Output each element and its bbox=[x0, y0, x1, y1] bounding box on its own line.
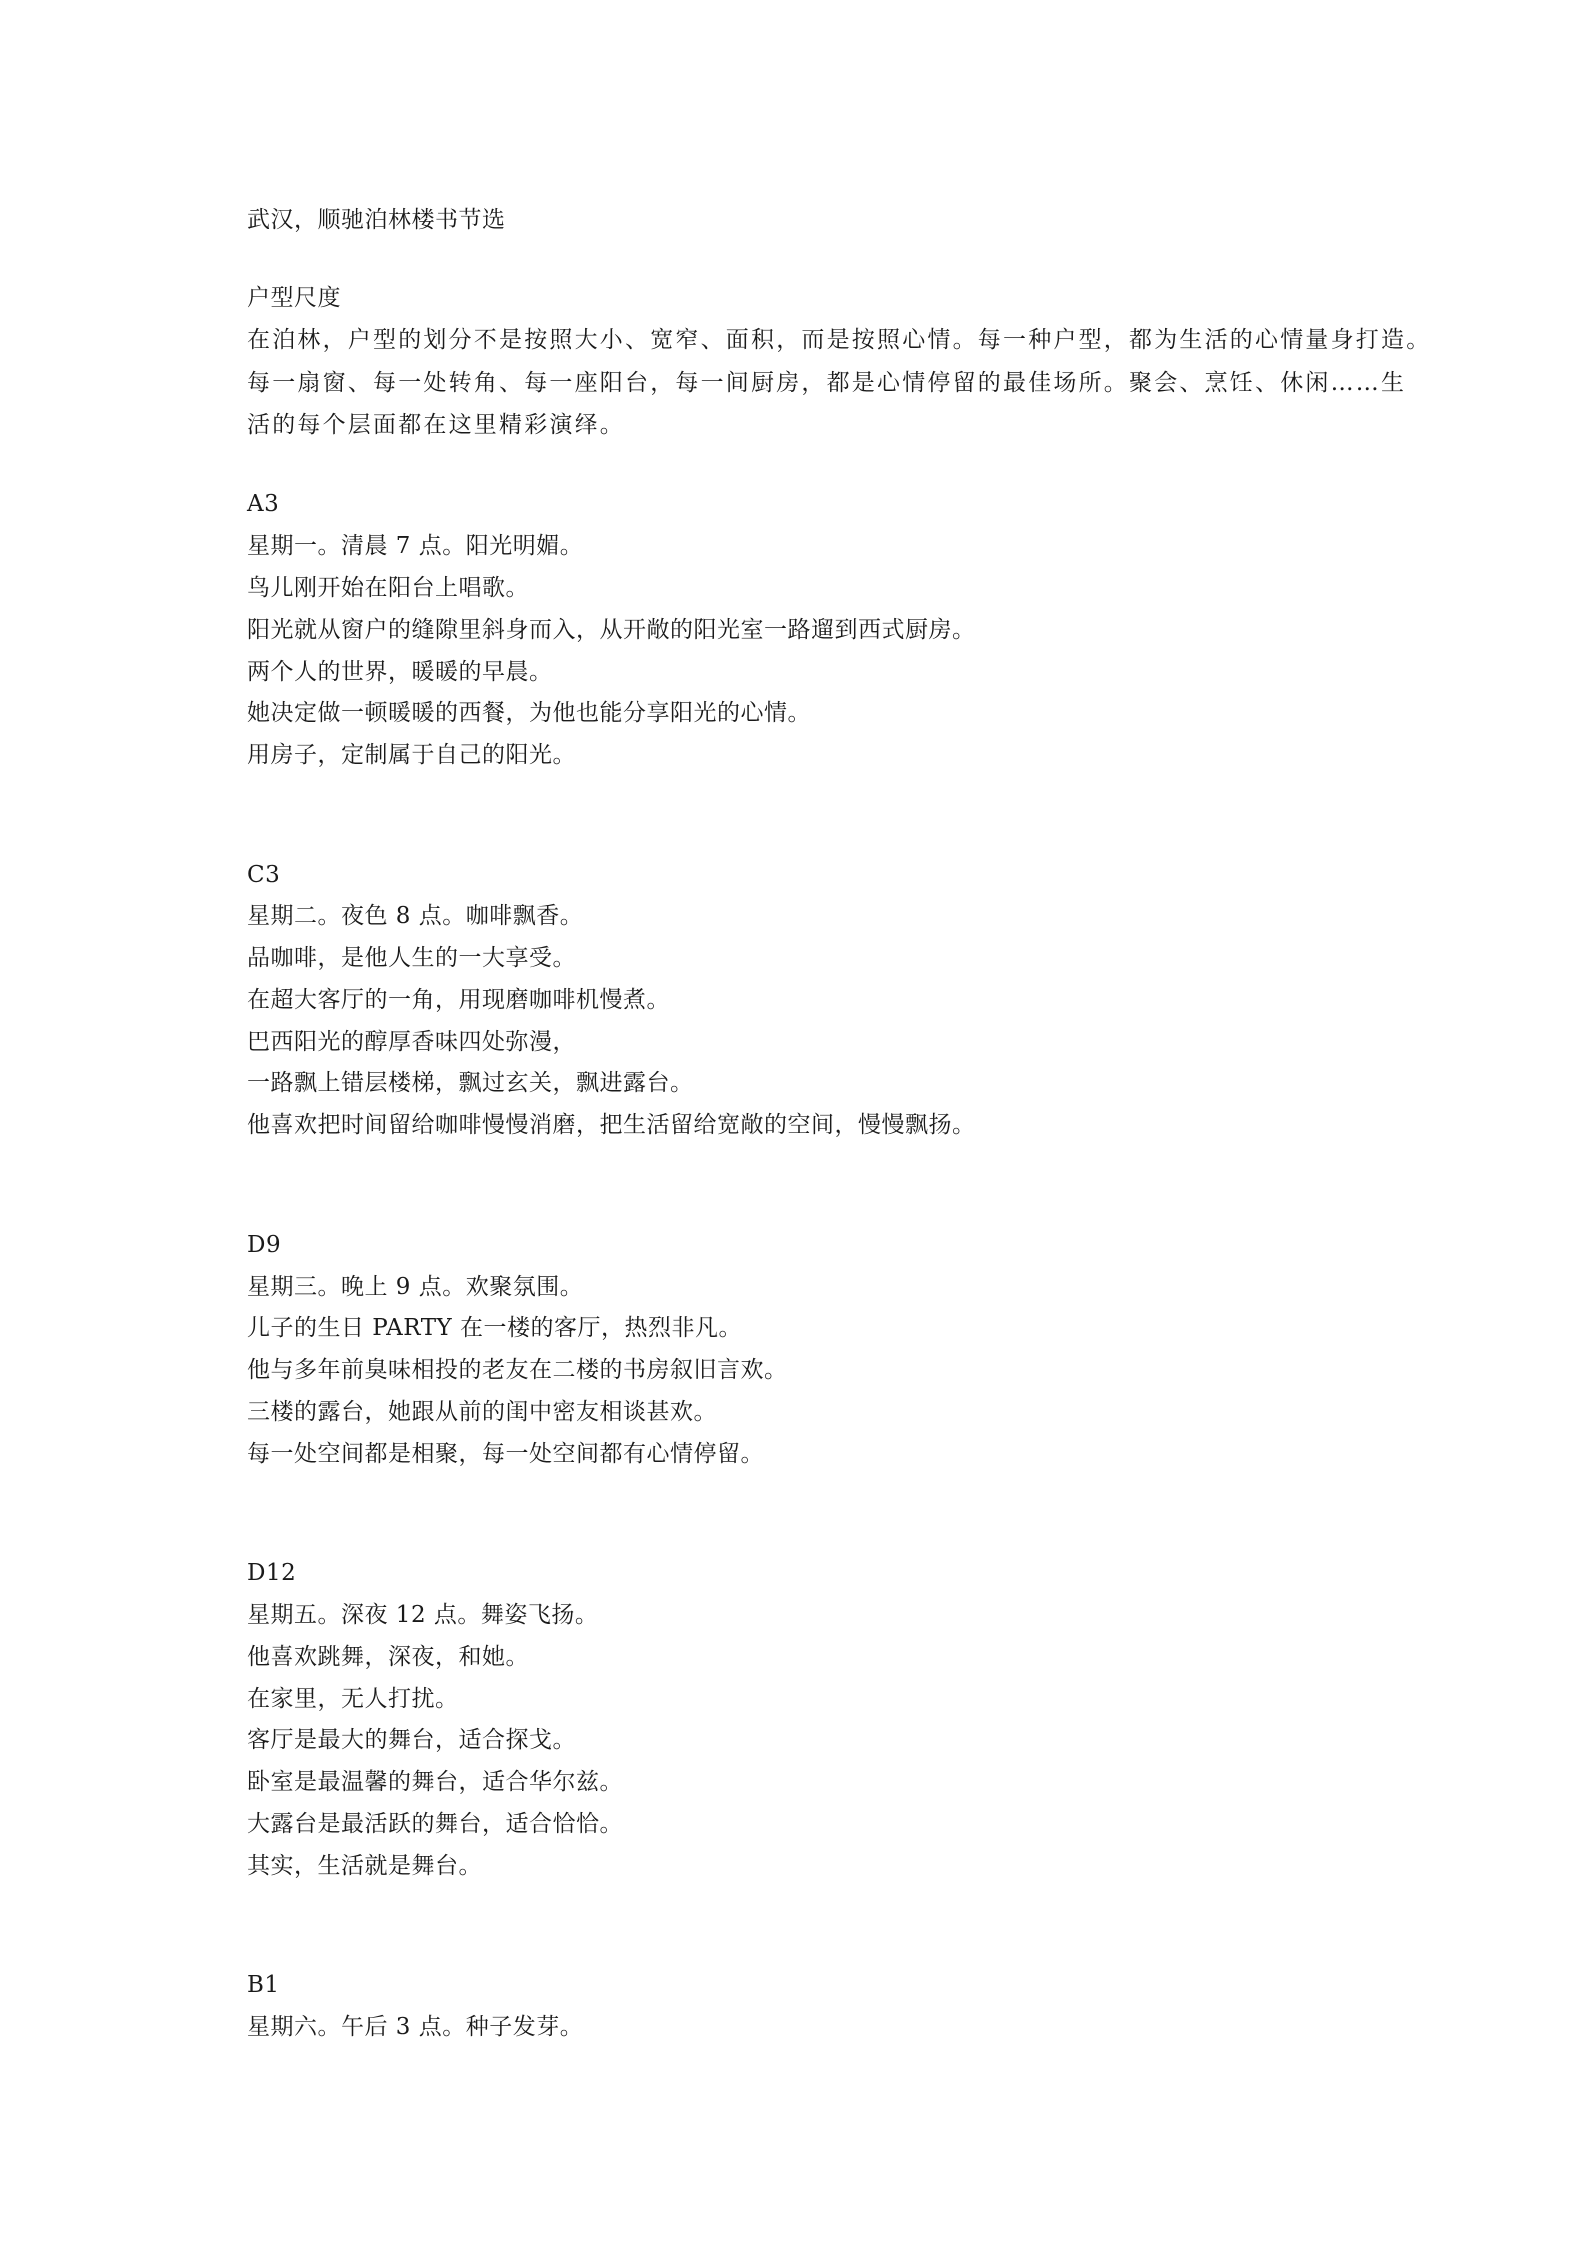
section-line: 星期三。晚上 9 点。欢聚氛围。 bbox=[247, 1274, 584, 1300]
intro-line: 活的每个层面都在这里精彩演绎。 bbox=[247, 412, 625, 438]
section-line: 星期二。夜色 8 点。咖啡飘香。 bbox=[247, 903, 584, 929]
section-code: B1 bbox=[247, 1972, 280, 1998]
section-line: 他喜欢把时间留给咖啡慢慢消磨，把生活留给宽敞的空间，慢慢飘扬。 bbox=[247, 1112, 976, 1138]
section-line: 星期六。午后 3 点。种子发芽。 bbox=[247, 2014, 584, 2040]
section-line: 她决定做一顿暖暖的西餐，为他也能分享阳光的心情。 bbox=[247, 700, 811, 726]
intro-line: 每一扇窗、每一处转角、每一座阳台，每一间厨房，都是心情停留的最佳场所。聚会、烹饪、休闲……生 bbox=[247, 370, 1407, 396]
section-line: 星期五。深夜 12 点。舞姿飞扬。 bbox=[247, 1602, 599, 1628]
section-line: 阳光就从窗户的缝隙里斜身而入，从开敞的阳光室一路遛到西式厨房。 bbox=[247, 617, 976, 643]
intro-heading: 户型尺度 bbox=[247, 285, 341, 311]
section-line: 客厅是最大的舞台，适合探戈。 bbox=[247, 1727, 576, 1753]
section-code: D9 bbox=[247, 1232, 282, 1258]
section-code: D12 bbox=[247, 1560, 297, 1586]
section-line: 三楼的露台，她跟从前的闺中密友相谈甚欢。 bbox=[247, 1399, 717, 1425]
section-line: 星期一。清晨 7 点。阳光明媚。 bbox=[247, 533, 584, 559]
section-line: 每一处空间都是相聚，每一处空间都有心情停留。 bbox=[247, 1441, 764, 1467]
section-line: 鸟儿刚开始在阳台上唱歌。 bbox=[247, 575, 529, 601]
section-line: 在家里，无人打扰。 bbox=[247, 1686, 459, 1712]
section-line: 其实，生活就是舞台。 bbox=[247, 1853, 482, 1879]
section-code: A3 bbox=[247, 491, 280, 517]
section-line: 他与多年前臭味相投的老友在二楼的书房叙旧言欢。 bbox=[247, 1357, 788, 1383]
section-line: 他喜欢跳舞，深夜，和她。 bbox=[247, 1644, 529, 1670]
intro-line: 在泊林，户型的划分不是按照大小、宽窄、面积，而是按照心情。每一种户型，都为生活的心情量身打造。 bbox=[247, 327, 1432, 353]
section-line: 用房子，定制属于自己的阳光。 bbox=[247, 742, 576, 768]
document-title: 武汉，顺驰泊林楼书节选 bbox=[247, 207, 506, 233]
section-line: 卧室是最温馨的舞台，适合华尔兹。 bbox=[247, 1769, 623, 1795]
section-line: 两个人的世界，暖暖的早晨。 bbox=[247, 659, 553, 685]
section-line: 儿子的生日 PARTY 在一楼的客厅，热烈非凡。 bbox=[247, 1315, 743, 1341]
section-line: 在超大客厅的一角，用现磨咖啡机慢煮。 bbox=[247, 987, 670, 1013]
section-line: 一路飘上错层楼梯，飘过玄关，飘进露台。 bbox=[247, 1070, 694, 1096]
section-code: C3 bbox=[247, 862, 281, 888]
section-line: 品咖啡，是他人生的一大享受。 bbox=[247, 945, 576, 971]
section-line: 巴西阳光的醇厚香味四处弥漫， bbox=[247, 1029, 576, 1055]
section-line: 大露台是最活跃的舞台，适合恰恰。 bbox=[247, 1811, 623, 1837]
